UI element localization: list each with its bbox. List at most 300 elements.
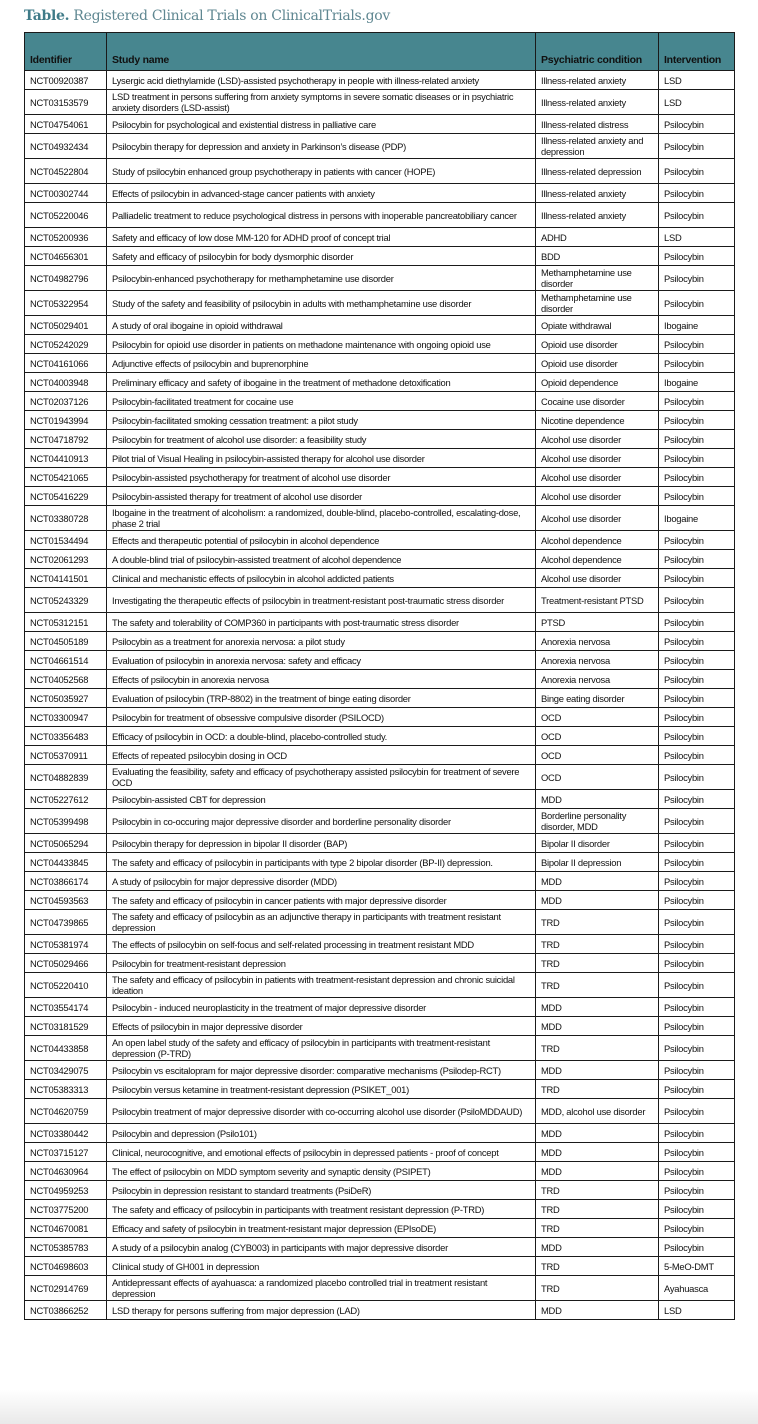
cell-study-name: Safety and efficacy of psilocybin for body dysmorphic disorder xyxy=(107,247,536,266)
cell-condition: MDD, alcohol use disorder xyxy=(536,1099,659,1124)
cell-intervention: Psilocybin xyxy=(659,1200,735,1219)
cell-identifier: NCT05035927 xyxy=(25,689,107,708)
cell-identifier: NCT04882839 xyxy=(25,765,107,790)
header-identifier: Identifier xyxy=(25,33,107,71)
cell-condition: OCD xyxy=(536,708,659,727)
table-row xyxy=(25,790,735,809)
cell-identifier: NCT04593563 xyxy=(25,891,107,910)
cell-identifier: NCT04003948 xyxy=(25,373,107,392)
cell-study-name: Psilocybin treatment of major depressive disorder with co-occurring alcohol use disorder (PsiloMDDAUD) xyxy=(107,1099,536,1124)
cell-identifier: NCT05029401 xyxy=(25,316,107,335)
table-row xyxy=(25,203,735,228)
cell-identifier: NCT04718792 xyxy=(25,430,107,449)
cell-study-name: Psilocybin-assisted CBT for depression xyxy=(107,790,536,809)
cell-condition: Anorexia nervosa xyxy=(536,651,659,670)
cell-identifier: NCT05200936 xyxy=(25,228,107,247)
cell-study-name: An open label study of the safety and efficacy of psilocybin in participants with treatment-resistant depression (P-TRD) xyxy=(107,1036,536,1061)
cell-study-name: Psilocybin-enhanced psychotherapy for methamphetamine use disorder xyxy=(107,266,536,291)
cell-intervention: Psilocybin xyxy=(659,1017,735,1036)
cell-study-name: Efficacy and safety of psilocybin in treatment-resistant major depression (EPIsoDE) xyxy=(107,1219,536,1238)
cell-intervention: Ibogaine xyxy=(659,373,735,392)
cell-condition: Bipolar II disorder xyxy=(536,834,659,853)
table-row xyxy=(25,1162,735,1181)
cell-identifier: NCT05399498 xyxy=(25,809,107,834)
cell-identifier: NCT05220046 xyxy=(25,203,107,228)
cell-study-name: Palliadelic treatment to reduce psychological distress in persons with inoperable pancreatobiliary cancer xyxy=(107,203,536,228)
cell-condition: MDD xyxy=(536,1238,659,1257)
cell-intervention: Psilocybin xyxy=(659,1181,735,1200)
cell-condition: Alcohol use disorder xyxy=(536,468,659,487)
table-row xyxy=(25,291,735,316)
table-row xyxy=(25,1017,735,1036)
table-row xyxy=(25,910,735,935)
cell-condition: Illness-related anxiety and depression xyxy=(536,134,659,159)
cell-identifier: NCT03715127 xyxy=(25,1143,107,1162)
cell-condition: Alcohol use disorder xyxy=(536,569,659,588)
cell-intervention: Psilocybin xyxy=(659,790,735,809)
cell-condition: MDD xyxy=(536,1143,659,1162)
cell-study-name: The effect of psilocybin on MDD symptom severity and synaptic density (PSIPET) xyxy=(107,1162,536,1181)
cell-study-name: Effects and therapeutic potential of psilocybin in alcohol dependence xyxy=(107,531,536,550)
cell-study-name: Study of the safety and feasibility of psilocybin in adults with methamphetamine use disorder xyxy=(107,291,536,316)
cell-intervention: Psilocybin xyxy=(659,613,735,632)
table-row xyxy=(25,411,735,430)
table-row xyxy=(25,392,735,411)
cell-condition: OCD xyxy=(536,746,659,765)
table-row xyxy=(25,670,735,689)
cell-identifier: NCT03356483 xyxy=(25,727,107,746)
cell-identifier: NCT04698603 xyxy=(25,1257,107,1276)
cell-intervention: Psilocybin xyxy=(659,531,735,550)
table-row xyxy=(25,316,735,335)
table-row xyxy=(25,954,735,973)
cell-condition: Methamphetamine use disorder xyxy=(536,291,659,316)
cell-intervention: LSD xyxy=(659,228,735,247)
cell-intervention: Psilocybin xyxy=(659,1124,735,1143)
cell-study-name: Psilocybin therapy for depression and anxiety in Parkinson’s disease (PDP) xyxy=(107,134,536,159)
cell-study-name: Effects of psilocybin in major depressive disorder xyxy=(107,1017,536,1036)
table-row xyxy=(25,569,735,588)
cell-study-name: Investigating the therapeutic effects of psilocybin in treatment-resistant post-traumatic stress disorder xyxy=(107,588,536,613)
table-row xyxy=(25,550,735,569)
cell-identifier: NCT05421065 xyxy=(25,468,107,487)
cell-identifier: NCT01943994 xyxy=(25,411,107,430)
cell-intervention: LSD xyxy=(659,90,735,115)
cell-intervention: Psilocybin xyxy=(659,1036,735,1061)
cell-condition: Opioid use disorder xyxy=(536,335,659,354)
cell-intervention: Psilocybin xyxy=(659,247,735,266)
clinical-trials-table xyxy=(24,32,735,1320)
table-row xyxy=(25,247,735,266)
cell-study-name: Antidepressant effects of ayahuasca: a randomized placebo controlled trial in treatment resistant depression xyxy=(107,1276,536,1301)
cell-intervention: Psilocybin xyxy=(659,891,735,910)
cell-condition: MDD xyxy=(536,891,659,910)
cell-study-name: Evaluation of psilocybin (TRP-8802) in the treatment of binge eating disorder xyxy=(107,689,536,708)
cell-identifier: NCT03866174 xyxy=(25,872,107,891)
table-row xyxy=(25,468,735,487)
table-row xyxy=(25,588,735,613)
cell-study-name: Effects of psilocybin in anorexia nervosa xyxy=(107,670,536,689)
table-row xyxy=(25,373,735,392)
cell-study-name: A double-blind trial of psilocybin-assisted treatment of alcohol dependence xyxy=(107,550,536,569)
cell-identifier: NCT04754061 xyxy=(25,115,107,134)
table-row xyxy=(25,834,735,853)
cell-study-name: A study of oral ibogaine in opioid withdrawal xyxy=(107,316,536,335)
table-row xyxy=(25,184,735,203)
cell-study-name: Psilocybin - induced neuroplasticity in the treatment of major depressive disorder xyxy=(107,998,536,1017)
cell-condition: MDD xyxy=(536,872,659,891)
cell-intervention: Psilocybin xyxy=(659,632,735,651)
cell-identifier: NCT00920387 xyxy=(25,71,107,90)
cell-condition: Illness-related anxiety xyxy=(536,203,659,228)
cell-identifier: NCT05322954 xyxy=(25,291,107,316)
cell-intervention: Psilocybin xyxy=(659,998,735,1017)
cell-study-name: The safety and efficacy of psilocybin in participants with type 2 bipolar disorder (BP-II) depression. xyxy=(107,853,536,872)
cell-study-name: Evaluating the feasibility, safety and efficacy of psychotherapy assisted psilocybin for treatment of severe OCD xyxy=(107,765,536,790)
cell-study-name: Psilocybin therapy for depression in bipolar II disorder (BAP) xyxy=(107,834,536,853)
cell-identifier: NCT04505189 xyxy=(25,632,107,651)
cell-study-name: The safety and tolerability of COMP360 in participants with post-traumatic stress disorder xyxy=(107,613,536,632)
table-row xyxy=(25,727,735,746)
cell-study-name: Psilocybin and depression (Psilo101) xyxy=(107,1124,536,1143)
cell-identifier: NCT05243329 xyxy=(25,588,107,613)
cell-condition: MDD xyxy=(536,1124,659,1143)
cell-study-name: Psilocybin vs escitalopram for major depressive disorder: comparative mechanisms (Psilodep-RCT) xyxy=(107,1061,536,1080)
cell-identifier: NCT04959253 xyxy=(25,1181,107,1200)
cell-identifier: NCT02037126 xyxy=(25,392,107,411)
cell-intervention: Psilocybin xyxy=(659,746,735,765)
cell-study-name: Lysergic acid diethylamide (LSD)-assisted psychotherapy in people with illness-related anxiety xyxy=(107,71,536,90)
cell-condition: Cocaine use disorder xyxy=(536,392,659,411)
cell-identifier: NCT02914769 xyxy=(25,1276,107,1301)
cell-intervention: Psilocybin xyxy=(659,159,735,184)
header-study-name: Study name xyxy=(107,33,536,71)
cell-intervention: Psilocybin xyxy=(659,651,735,670)
cell-condition: Alcohol use disorder xyxy=(536,487,659,506)
cell-intervention: Psilocybin xyxy=(659,184,735,203)
cell-condition: Borderline personality disorder, MDD xyxy=(536,809,659,834)
table-row xyxy=(25,449,735,468)
table-row xyxy=(25,1099,735,1124)
cell-identifier: NCT02061293 xyxy=(25,550,107,569)
table-row xyxy=(25,228,735,247)
cell-identifier: NCT04410913 xyxy=(25,449,107,468)
cell-intervention: Psilocybin xyxy=(659,689,735,708)
cell-study-name: The effects of psilocybin on self-focus and self-related processing in treatment resistant MDD xyxy=(107,935,536,954)
cell-intervention: Psilocybin xyxy=(659,1099,735,1124)
table-row xyxy=(25,765,735,790)
table-row xyxy=(25,1143,735,1162)
cell-study-name: Adjunctive effects of psilocybin and buprenorphine xyxy=(107,354,536,373)
cell-intervention: Psilocybin xyxy=(659,411,735,430)
table-row xyxy=(25,935,735,954)
cell-intervention: Psilocybin xyxy=(659,765,735,790)
cell-intervention: Ibogaine xyxy=(659,316,735,335)
cell-intervention: LSD xyxy=(659,71,735,90)
cell-identifier: NCT03429075 xyxy=(25,1061,107,1080)
cell-condition: ADHD xyxy=(536,228,659,247)
cell-study-name: Safety and efficacy of low dose MM-120 for ADHD proof of concept trial xyxy=(107,228,536,247)
cell-intervention: Psilocybin xyxy=(659,588,735,613)
cell-condition: TRD xyxy=(536,1219,659,1238)
cell-study-name: The safety and efficacy of psilocybin in cancer patients with major depressive disorder xyxy=(107,891,536,910)
cell-study-name: Efficacy of psilocybin in OCD: a double-blind, placebo-controlled study. xyxy=(107,727,536,746)
cell-condition: Alcohol use disorder xyxy=(536,506,659,531)
table-row xyxy=(25,1181,735,1200)
cell-intervention: Ibogaine xyxy=(659,506,735,531)
table-row xyxy=(25,1061,735,1080)
cell-condition: Alcohol dependence xyxy=(536,531,659,550)
cell-intervention: Psilocybin xyxy=(659,1162,735,1181)
cell-identifier: NCT04433858 xyxy=(25,1036,107,1061)
table-header-row xyxy=(25,33,735,71)
cell-identifier: NCT03181529 xyxy=(25,1017,107,1036)
table-row xyxy=(25,487,735,506)
cell-intervention: Psilocybin xyxy=(659,291,735,316)
cell-study-name: LSD therapy for persons suffering from major depression (LAD) xyxy=(107,1301,536,1320)
cell-study-name: The safety and efficacy of psilocybin as an adjunctive therapy in participants with treatment resistant depression xyxy=(107,910,536,935)
table-row xyxy=(25,872,735,891)
cell-intervention: Psilocybin xyxy=(659,266,735,291)
cell-condition: OCD xyxy=(536,765,659,790)
table-row xyxy=(25,354,735,373)
cell-intervention: Psilocybin xyxy=(659,1219,735,1238)
cell-study-name: A study of a psilocybin analog (CYB003) in participants with major depressive disorder xyxy=(107,1238,536,1257)
table-row xyxy=(25,159,735,184)
cell-condition: TRD xyxy=(536,1036,659,1061)
cell-identifier: NCT03300947 xyxy=(25,708,107,727)
cell-intervention: Psilocybin xyxy=(659,1238,735,1257)
table-row xyxy=(25,531,735,550)
cell-condition: Opioid dependence xyxy=(536,373,659,392)
table-row xyxy=(25,90,735,115)
cell-condition: MDD xyxy=(536,790,659,809)
cell-study-name: Psilocybin for opioid use disorder in patients on methadone maintenance with ongoing opioid use xyxy=(107,335,536,354)
cell-study-name: Psilocybin-facilitated treatment for cocaine use xyxy=(107,392,536,411)
cell-identifier: NCT04052568 xyxy=(25,670,107,689)
cell-study-name: Psilocybin for psychological and existential distress in palliative care xyxy=(107,115,536,134)
cell-condition: Illness-related anxiety xyxy=(536,71,659,90)
cell-intervention: Psilocybin xyxy=(659,354,735,373)
cell-identifier: NCT05242029 xyxy=(25,335,107,354)
cell-study-name: Psilocybin-assisted therapy for treatment of alcohol use disorder xyxy=(107,487,536,506)
cell-condition: Anorexia nervosa xyxy=(536,670,659,689)
cell-identifier: NCT04739865 xyxy=(25,910,107,935)
cell-intervention: Psilocybin xyxy=(659,809,735,834)
table-row xyxy=(25,708,735,727)
table-row xyxy=(25,266,735,291)
cell-identifier: NCT03153579 xyxy=(25,90,107,115)
cell-condition: Illness-related anxiety xyxy=(536,184,659,203)
cell-study-name: Psilocybin for treatment of obsessive compulsive disorder (PSILOCD) xyxy=(107,708,536,727)
table-row xyxy=(25,651,735,670)
cell-study-name: Study of psilocybin enhanced group psychotherapy in patients with cancer (HOPE) xyxy=(107,159,536,184)
cell-study-name: Clinical study of GH001 in depression xyxy=(107,1257,536,1276)
cell-identifier: NCT04656301 xyxy=(25,247,107,266)
cell-identifier: NCT04661514 xyxy=(25,651,107,670)
cell-identifier: NCT01534494 xyxy=(25,531,107,550)
cell-condition: Alcohol dependence xyxy=(536,550,659,569)
table-row xyxy=(25,1301,735,1320)
cell-identifier: NCT04620759 xyxy=(25,1099,107,1124)
table-row xyxy=(25,115,735,134)
header-intervention: Intervention xyxy=(659,33,735,71)
cell-study-name: Psilocybin for treatment of alcohol use disorder: a feasibility study xyxy=(107,430,536,449)
cell-condition: Binge eating disorder xyxy=(536,689,659,708)
table-row xyxy=(25,853,735,872)
caption-text: Registered Clinical Trials on ClinicalTrials.gov xyxy=(69,8,390,24)
cell-condition: TRD xyxy=(536,1200,659,1219)
cell-condition: Illness-related distress xyxy=(536,115,659,134)
table-caption xyxy=(24,8,390,24)
cell-identifier: NCT05312151 xyxy=(25,613,107,632)
table-row xyxy=(25,613,735,632)
cell-identifier: NCT04982796 xyxy=(25,266,107,291)
cell-study-name: Effects of repeated psilocybin dosing in OCD xyxy=(107,746,536,765)
cell-study-name: The safety and efficacy of psilocybin in patients with treatment-resistant depression and chronic suicidal ideation xyxy=(107,973,536,998)
cell-study-name: Preliminary efficacy and safety of ibogaine in the treatment of methadone detoxification xyxy=(107,373,536,392)
table-row xyxy=(25,973,735,998)
cell-intervention: Psilocybin xyxy=(659,910,735,935)
cell-intervention: Psilocybin xyxy=(659,872,735,891)
cell-condition: Treatment-resistant PTSD xyxy=(536,588,659,613)
cell-intervention: Psilocybin xyxy=(659,203,735,228)
cell-identifier: NCT04522804 xyxy=(25,159,107,184)
cell-condition: TRD xyxy=(536,954,659,973)
cell-intervention: Psilocybin xyxy=(659,973,735,998)
cell-study-name: Ibogaine in the treatment of alcoholism: a randomized, double-blind, placebo-controlled, escalating-dose, phase 2 trial xyxy=(107,506,536,531)
cell-condition: MDD xyxy=(536,1017,659,1036)
cell-condition: Bipolar II depression xyxy=(536,853,659,872)
cell-condition: TRD xyxy=(536,973,659,998)
cell-identifier: NCT04141501 xyxy=(25,569,107,588)
cell-identifier: NCT05029466 xyxy=(25,954,107,973)
cell-condition: Illness-related anxiety xyxy=(536,90,659,115)
cell-intervention: Psilocybin xyxy=(659,853,735,872)
cell-condition: Illness-related depression xyxy=(536,159,659,184)
cell-identifier: NCT03380442 xyxy=(25,1124,107,1143)
cell-study-name: The safety and efficacy of psilocybin in participants with treatment resistant depression (P-TRD) xyxy=(107,1200,536,1219)
cell-condition: TRD xyxy=(536,1080,659,1099)
table-row xyxy=(25,891,735,910)
cell-condition: Opioid use disorder xyxy=(536,354,659,373)
cell-intervention: Psilocybin xyxy=(659,134,735,159)
cell-intervention: LSD xyxy=(659,1301,735,1320)
cell-identifier: NCT05416229 xyxy=(25,487,107,506)
cell-intervention: Psilocybin xyxy=(659,335,735,354)
cell-condition: Methamphetamine use disorder xyxy=(536,266,659,291)
cell-intervention: Psilocybin xyxy=(659,708,735,727)
cell-condition: TRD xyxy=(536,1257,659,1276)
table-row xyxy=(25,134,735,159)
cell-identifier: NCT05385783 xyxy=(25,1238,107,1257)
cell-intervention: Psilocybin xyxy=(659,392,735,411)
table-row xyxy=(25,1276,735,1301)
cell-study-name: A study of psilocybin for major depressive disorder (MDD) xyxy=(107,872,536,891)
cell-study-name: Effects of psilocybin in advanced-stage cancer patients with anxiety xyxy=(107,184,536,203)
cell-intervention: Psilocybin xyxy=(659,834,735,853)
cell-intervention: Psilocybin xyxy=(659,1080,735,1099)
cell-intervention: Psilocybin xyxy=(659,569,735,588)
table-row xyxy=(25,1257,735,1276)
cell-study-name: Clinical, neurocognitive, and emotional effects of psilocybin in depressed patients - proof of concept xyxy=(107,1143,536,1162)
cell-condition: Alcohol use disorder xyxy=(536,430,659,449)
cell-study-name: Psilocybin in co-occuring major depressive disorder and borderline personality disorder xyxy=(107,809,536,834)
table-row xyxy=(25,1219,735,1238)
cell-condition: Alcohol use disorder xyxy=(536,449,659,468)
cell-study-name: Clinical and mechanistic effects of psilocybin in alcohol addicted patients xyxy=(107,569,536,588)
header-psychiatric-condition: Psychiatric condition xyxy=(536,33,659,71)
cell-intervention: Psilocybin xyxy=(659,727,735,746)
table-row xyxy=(25,1036,735,1061)
cell-intervention: Psilocybin xyxy=(659,670,735,689)
cell-condition: PTSD xyxy=(536,613,659,632)
cell-identifier: NCT05370911 xyxy=(25,746,107,765)
table-row xyxy=(25,71,735,90)
cell-identifier: NCT03775200 xyxy=(25,1200,107,1219)
cell-intervention: Psilocybin xyxy=(659,487,735,506)
table-row xyxy=(25,746,735,765)
cell-intervention: Psilocybin xyxy=(659,954,735,973)
cell-intervention: Psilocybin xyxy=(659,430,735,449)
cell-identifier: NCT03380728 xyxy=(25,506,107,531)
cell-identifier: NCT04670081 xyxy=(25,1219,107,1238)
cell-condition: TRD xyxy=(536,1181,659,1200)
cell-intervention: Psilocybin xyxy=(659,115,735,134)
cell-condition: BDD xyxy=(536,247,659,266)
cell-study-name: Psilocybin in depression resistant to standard treatments (PsiDeR) xyxy=(107,1181,536,1200)
cell-condition: Anorexia nervosa xyxy=(536,632,659,651)
cell-condition: MDD xyxy=(536,998,659,1017)
cell-identifier: NCT05220410 xyxy=(25,973,107,998)
cell-intervention: Psilocybin xyxy=(659,1143,735,1162)
cell-study-name: Psilocybin-assisted psychotherapy for treatment of alcohol use disorder xyxy=(107,468,536,487)
cell-condition: TRD xyxy=(536,935,659,954)
table-row xyxy=(25,1124,735,1143)
cell-study-name: LSD treatment in persons suffering from anxiety symptoms in severe somatic diseases or in psychiatric anxiety disorders (LSD-assist) xyxy=(107,90,536,115)
table-row xyxy=(25,506,735,531)
cell-identifier: NCT04161066 xyxy=(25,354,107,373)
cell-intervention: Psilocybin xyxy=(659,468,735,487)
cell-condition: MDD xyxy=(536,1301,659,1320)
table-row xyxy=(25,809,735,834)
cell-condition: MDD xyxy=(536,1162,659,1181)
cell-study-name: Psilocybin-facilitated smoking cessation treatment: a pilot study xyxy=(107,411,536,430)
cell-identifier: NCT03554174 xyxy=(25,998,107,1017)
cell-intervention: 5-MeO-DMT xyxy=(659,1257,735,1276)
cell-study-name: Pilot trial of Visual Healing in psilocybin-assisted therapy for alcohol use disorder xyxy=(107,449,536,468)
table-row xyxy=(25,1238,735,1257)
caption-lead: Table. xyxy=(24,8,70,24)
cell-intervention: Psilocybin xyxy=(659,449,735,468)
cell-study-name: Evaluation of psilocybin in anorexia nervosa: safety and efficacy xyxy=(107,651,536,670)
table-row xyxy=(25,689,735,708)
cell-intervention: Psilocybin xyxy=(659,1061,735,1080)
cell-intervention: Ayahuasca xyxy=(659,1276,735,1301)
cell-identifier: NCT05065294 xyxy=(25,834,107,853)
table-row xyxy=(25,1200,735,1219)
cell-study-name: Psilocybin for treatment-resistant depression xyxy=(107,954,536,973)
cell-identifier: NCT05381974 xyxy=(25,935,107,954)
cell-condition: MDD xyxy=(536,1061,659,1080)
table-row xyxy=(25,335,735,354)
table-body xyxy=(25,71,735,1320)
cell-identifier: NCT04433845 xyxy=(25,853,107,872)
cell-identifier: NCT04932434 xyxy=(25,134,107,159)
table-row xyxy=(25,998,735,1017)
cell-study-name: Psilocybin as a treatment for anorexia nervosa: a pilot study xyxy=(107,632,536,651)
cell-intervention: Psilocybin xyxy=(659,935,735,954)
